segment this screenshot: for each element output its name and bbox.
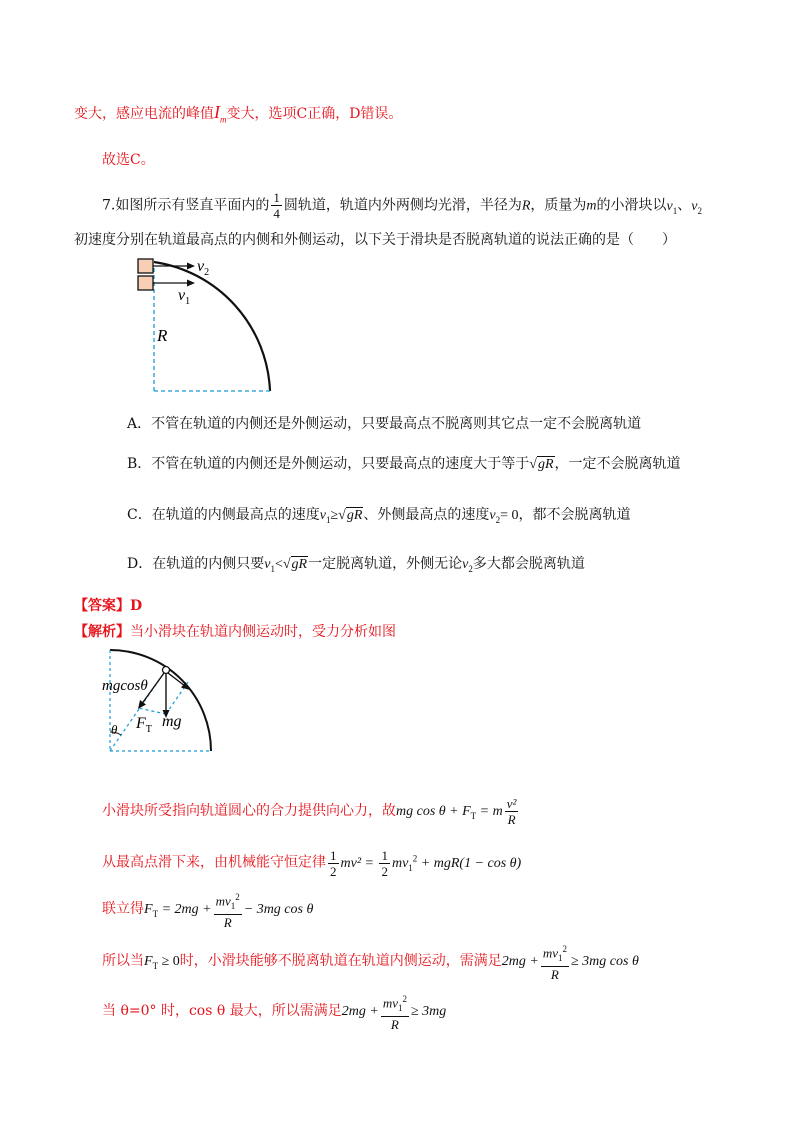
sqrt-gR-d: √gR xyxy=(282,557,308,572)
option-c-v2 xyxy=(489,508,500,523)
option-d-text-1: D．在轨道的内侧只要 xyxy=(127,556,265,572)
analysis-label: 【解析】 xyxy=(74,624,130,640)
inner-block xyxy=(138,276,153,290)
eq3-half-1 xyxy=(328,848,339,879)
option-c-v1 xyxy=(320,508,331,523)
option-b-text-1: B．不管在轨道的内侧还是外侧运动，只要最高点的速度大于等于 xyxy=(127,456,530,472)
question-text-1e: 、 xyxy=(677,197,692,214)
option-d-text-3: 多大都会脱离轨道 xyxy=(472,556,585,572)
analysis-line-4 xyxy=(102,890,313,930)
eq6-inequality xyxy=(341,994,447,1032)
sqrt-gR-c: √gR xyxy=(338,508,363,523)
prev-current-symbol xyxy=(214,102,227,125)
prev-text-line xyxy=(74,102,402,130)
option-c-v1-letter: v xyxy=(319,508,326,523)
sqrt-gR-c-radicand: gR xyxy=(346,508,363,523)
prev-answer: 故选C。 xyxy=(102,152,155,168)
option-d-v2-letter: v xyxy=(462,557,469,572)
eq2-num: v² xyxy=(506,796,517,812)
outer-block xyxy=(138,259,153,273)
eq6-num-text: mv xyxy=(382,995,398,1011)
quarter-den: 4 xyxy=(273,206,280,221)
analysis-text-5a: 所以当 xyxy=(102,953,144,970)
question-line-1 xyxy=(102,190,702,221)
eq3-left: mv² = xyxy=(340,855,374,871)
option-d-v1-sub: 1 xyxy=(270,563,275,574)
analysis-text-1: 当小滑块在轨道内侧运动时，受力分析如图 xyxy=(130,624,396,640)
eq4-num-text: mv xyxy=(215,893,231,909)
option-d-v2-sub: 2 xyxy=(468,563,473,574)
sqrt-gR-d-radicand: gR xyxy=(291,557,308,572)
analysis-text-2: 小滑块所受指向轨道圆心的合力提供向心力，故 xyxy=(102,803,396,819)
mg-label: mg xyxy=(162,713,182,730)
eq6-right: ≥ 3mg xyxy=(410,1004,447,1020)
quarter-circle-track-figure xyxy=(132,250,332,400)
question-number: 7. xyxy=(102,197,116,214)
eq4-right: − 3mg cos θ xyxy=(243,902,314,918)
eq2-mid: = m xyxy=(479,804,503,819)
eq3-half-1-den: 2 xyxy=(330,863,337,879)
v2-label: $v_2$ xyxy=(197,258,210,278)
eq6-num-sub: 1 xyxy=(397,1002,403,1013)
eq5-ge0: ≥ 0 xyxy=(161,954,180,970)
eq5-F: F xyxy=(144,954,153,970)
eq5-num: $mv_1^2$ xyxy=(541,942,569,967)
eq2-left: mg cos θ + F xyxy=(396,804,471,819)
question-text-1c: ，质量为 xyxy=(530,197,587,214)
eq5-left: 2mg + xyxy=(501,954,539,970)
option-d-v2 xyxy=(462,557,473,572)
eq6-den: R xyxy=(390,1016,399,1032)
v2-letter: v xyxy=(691,198,698,214)
eq2-T-sub: T xyxy=(470,810,477,821)
eq4-F: F xyxy=(144,902,153,918)
eq5-num-text: mv xyxy=(542,945,558,961)
eq3-right: + mgR(1 − cos θ) xyxy=(420,855,522,871)
prev-text-1b: 变大，选项C正确，D错误。 xyxy=(226,106,403,122)
option-d-lt: < xyxy=(274,557,283,572)
analysis-text-6a: 当 θ=0° 时，cos θ 最大，所以需满足 xyxy=(102,1003,342,1020)
analysis-line-6 xyxy=(102,992,446,1032)
prev-text-1a: 变大，感应电流的峰值 xyxy=(74,106,214,122)
eq3-sub1: 1 xyxy=(408,862,413,873)
option-c xyxy=(127,505,631,530)
option-d-text-2: 一定脱离轨道，外侧无论 xyxy=(308,556,463,572)
question-text-1d: 的小滑块以 xyxy=(596,197,667,214)
answer-label: 【答案】D xyxy=(74,598,143,614)
question-text-1b: 圆轨道，轨道内外两侧均光滑，半径为 xyxy=(283,197,522,214)
eq5-den: R xyxy=(550,966,559,982)
mgcos-label: mgcosθ xyxy=(102,678,148,694)
slider-point xyxy=(163,667,170,674)
v2-symbol xyxy=(691,199,702,214)
mass-symbol: m xyxy=(586,198,597,214)
analysis-line-5 xyxy=(102,942,639,982)
eq6-left: 2mg + xyxy=(341,1004,379,1020)
eq5-condition xyxy=(144,954,180,969)
v1-symbol xyxy=(667,199,678,214)
eq5-num-sub: 1 xyxy=(557,952,563,963)
analysis-text-5b: 时，小滑块能够不脱离轨道在轨道内侧运动，需满足 xyxy=(179,953,502,970)
eq3-half-1-num: 1 xyxy=(330,847,337,863)
eq3-half-2 xyxy=(379,848,390,879)
quarter-num: 1 xyxy=(273,190,280,205)
option-a: A．不管在轨道的内侧还是外侧运动，只要最高点不脱离则其它点一定不会脱离轨道 xyxy=(127,416,642,432)
eq3-mv: mv xyxy=(391,855,409,871)
v2-arrow-head xyxy=(187,263,195,270)
eq4-num: $mv_1^2$ xyxy=(214,890,242,915)
option-c-text-3: ，都不会脱离轨道 xyxy=(518,507,631,523)
option-c-v2-letter: v xyxy=(489,508,496,523)
analysis-line-3 xyxy=(102,843,521,882)
option-c-v2-sub: 2 xyxy=(495,514,501,525)
option-b-text-2: ，一定不会脱离轨道 xyxy=(554,456,681,472)
option-c-text-1: C．在轨道的内侧最高点的速度 xyxy=(127,507,320,523)
eq4-den: R xyxy=(223,914,232,930)
prev-current-letter: I xyxy=(214,102,220,122)
radius-symbol: R xyxy=(521,198,531,214)
analysis-text-4: 联立得 xyxy=(102,901,144,918)
track-arc xyxy=(154,262,270,391)
eq4-fraction xyxy=(214,890,242,930)
option-b xyxy=(127,454,681,475)
option-c-v1-sub: 1 xyxy=(325,514,331,525)
FT-label: $F_T$ xyxy=(136,715,152,735)
analysis-text-3: 从最高点滑下来，由机械能守恒定律 xyxy=(102,854,326,871)
eq4-T-sub: T xyxy=(152,908,159,919)
eq4-num-sub: 1 xyxy=(230,900,236,911)
centripetal-equation xyxy=(396,796,520,828)
option-c-ge: ≥ xyxy=(330,508,339,523)
option-c-eq0: = 0 xyxy=(500,508,519,523)
v1-label: $v_1$ xyxy=(178,287,191,307)
question-text-1a: 如图所示有竖直平面内的 xyxy=(115,197,270,214)
force-analysis-figure xyxy=(96,642,256,762)
v1-letter: v xyxy=(666,198,673,214)
eq4-mid: = 2mg + xyxy=(161,902,212,918)
analysis-line-2 xyxy=(102,796,520,831)
quarter-fraction xyxy=(271,190,282,221)
sqrt-gR-b: √gR xyxy=(529,457,554,472)
eq5-fraction xyxy=(541,942,569,982)
eq6-fraction xyxy=(381,992,409,1032)
eq5-right: ≥ 3mg cos θ xyxy=(570,954,639,970)
option-d-v1-letter: v xyxy=(264,557,271,572)
question-line-2: 初速度分别在轨道最高点的内侧和外侧运动，以下关于滑块是否脱离轨道的说法正确的是（ ） xyxy=(74,232,676,248)
option-c-text-2: 、外侧最高点的速度 xyxy=(363,507,490,523)
v2-sub: 2 xyxy=(697,205,702,216)
R-label: R xyxy=(157,326,168,345)
eq3-half-2-den: 2 xyxy=(381,863,388,879)
prev-current-sub: m xyxy=(220,114,227,125)
tension-equation xyxy=(144,892,314,930)
eq5-T-sub: T xyxy=(152,960,159,971)
sqrt-gR-b-radicand: gR xyxy=(537,457,554,472)
theta-label: θ xyxy=(111,722,118,737)
eq2-fraction xyxy=(505,796,519,827)
analysis-line-1 xyxy=(74,622,396,642)
eq3-half-2-num: 1 xyxy=(381,847,388,863)
energy-equation: $\frac{1}{2}$ mv² = $\frac{1}{2}$ $mv_1^2 + mgR(1 - \cos \theta)$ xyxy=(330,847,522,879)
eq5-inequality xyxy=(501,944,639,982)
v1-sub: 1 xyxy=(672,205,678,216)
track-arc-2 xyxy=(110,650,211,751)
option-d-v1 xyxy=(264,557,275,572)
eq2-den: R xyxy=(507,812,516,828)
v1-arrow-head xyxy=(187,280,195,287)
eq6-num: $mv_1^2$ xyxy=(381,992,409,1017)
option-d xyxy=(127,554,585,579)
